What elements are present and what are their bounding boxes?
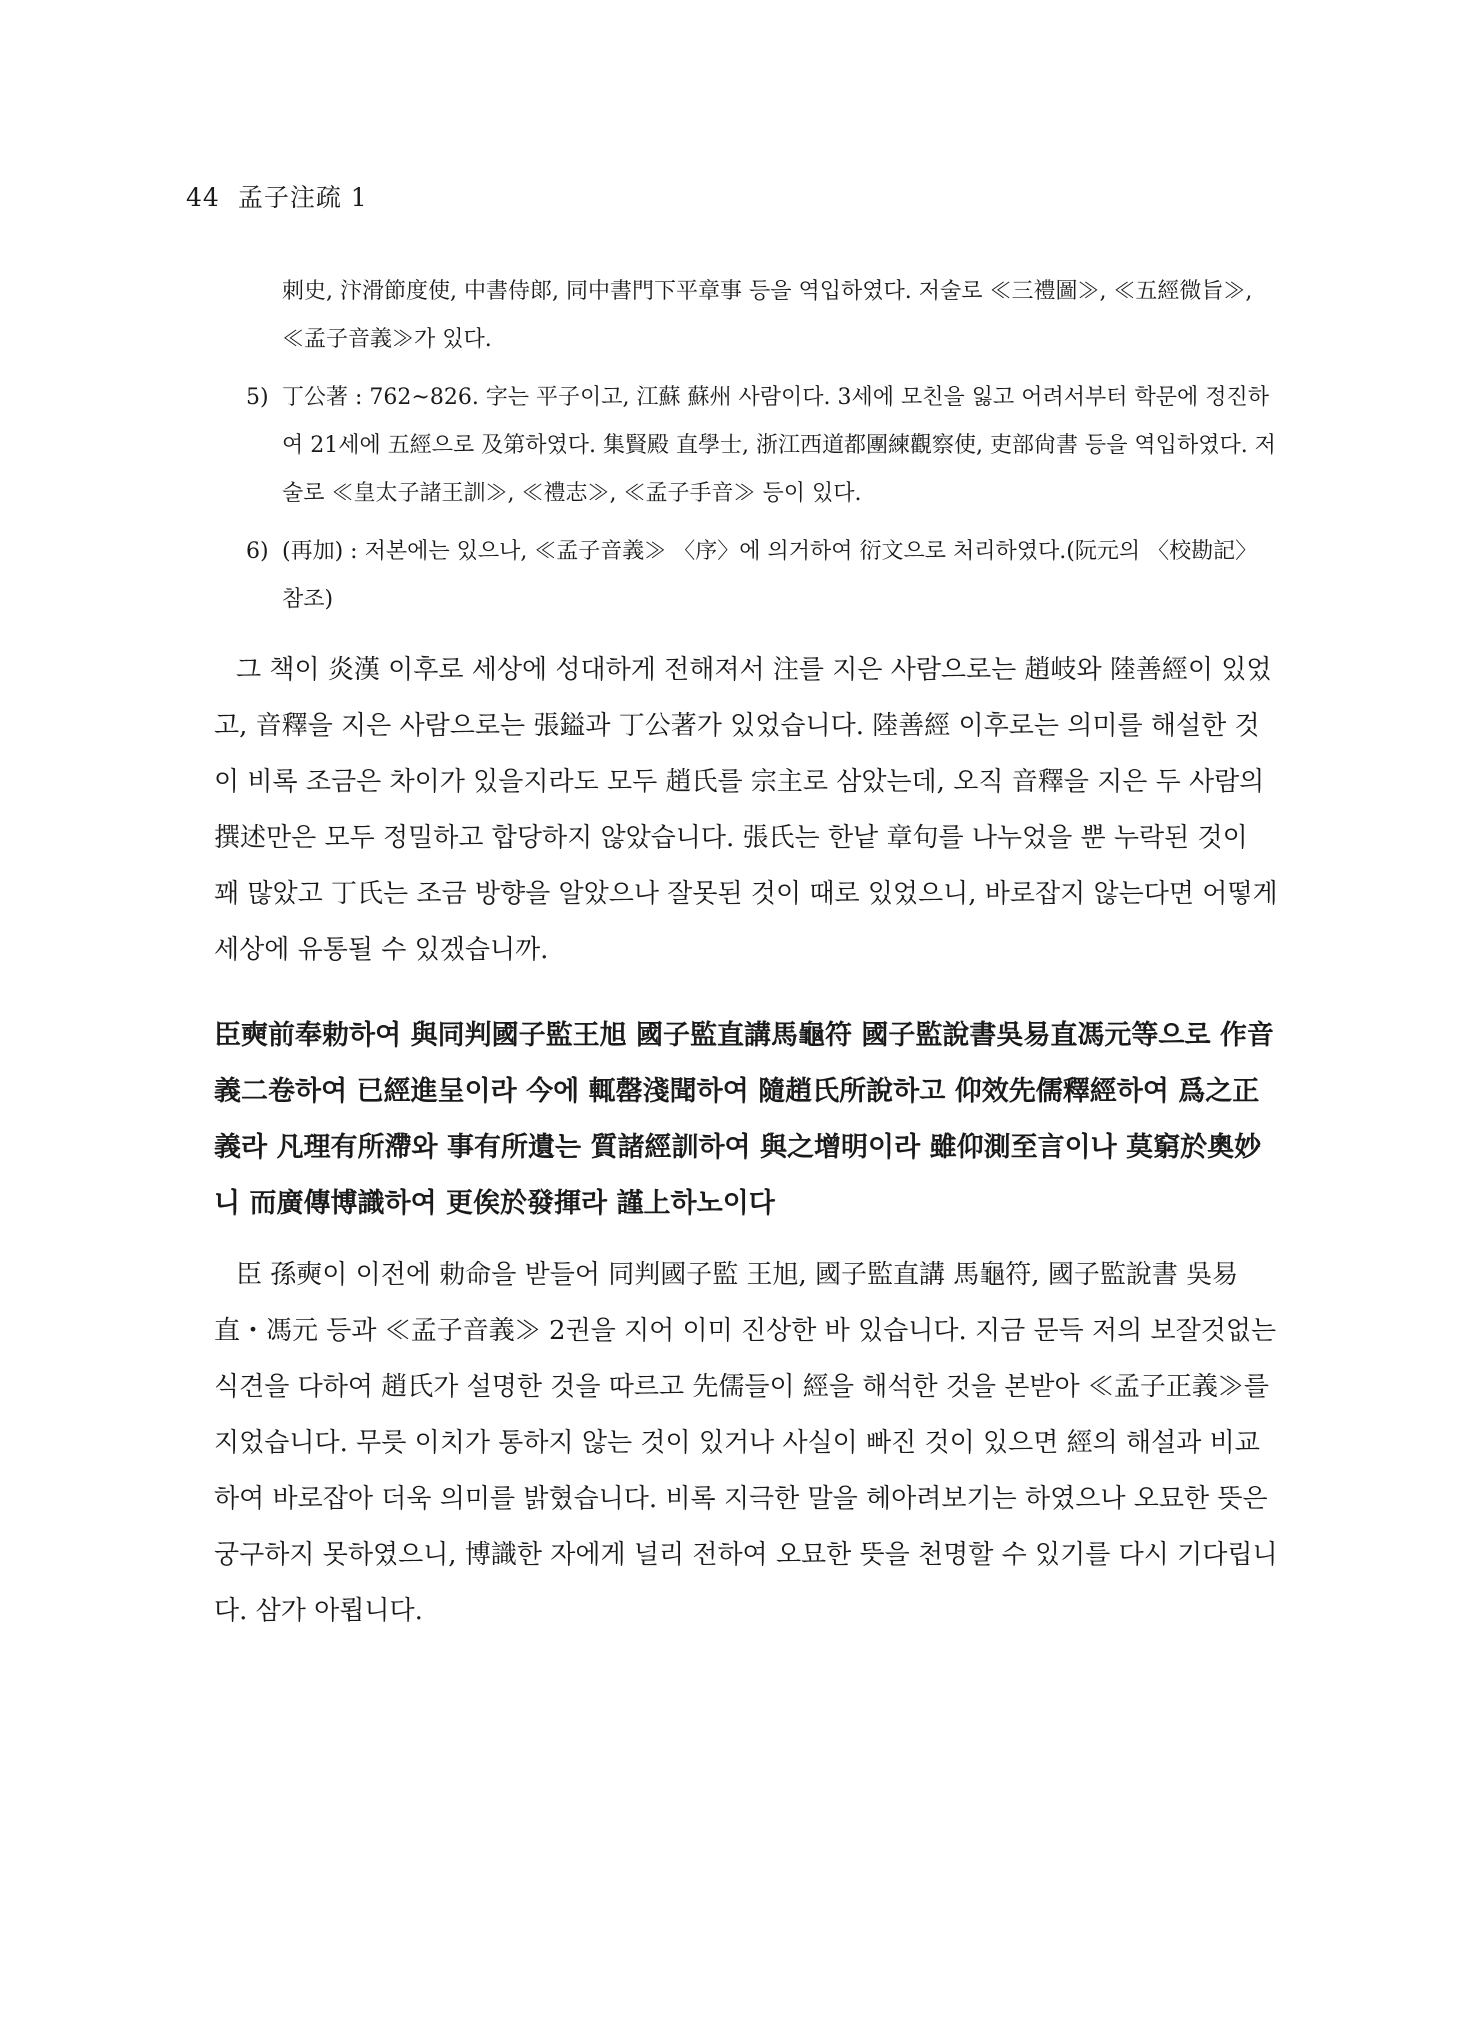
footnote-continuation: 刺史, 汴滑節度使, 中書侍郞, 同中書門下平章事 등을 역입하였다. 저술로 ≪三禮圖≫, ≪五經微旨≫, ≪孟子音義≫가 있다.	[282, 279, 1253, 352]
footnote-text: 丁公著 : 762~826. 字는 平子이고, 江蘇 蘇州 사람이다. 3세에 모친을 잃고 어려서부터 학문에 정진하여 21세에 五經으로 及第하였다. 集賢殿 直學士, 浙江西道都團練觀察使, 吏部尙書 등을 역입하였다. 저술로 ≪皇太子諸王訓≫, ≪禮志≫, ≪孟子手音≫ 등이 있다.	[282, 385, 1276, 506]
translation-paragraph-1: 그 책이 炎漢 이후로 세상에 성대하게 전해져서 注를 지은 사람으로는 趙岐와 陸善經이 있었고, 音釋을 지은 사람으로는 張鎰과 丁公著가 있었습니다. 陸善經 이후로는 의미를 해설한 것이 비록 조금은 차이가 있을지라도 모두 趙氏를 宗主로 삼았는데, 오직 音釋을 지은 두 사람의 撰述만은 모두 정밀하고 합당하지 않았습니다. 張氏는 한낱 章句를 나누었을 뿐 누락된 것이 꽤 많았고 丁氏는 조금 방향을 알았으나 잘못된 것이 때로 있었으니, 바로잡지 않는다면 어떻게 세상에 유통될 수 있겠습니까.	[214, 655, 1278, 965]
classical-text: 臣奭前奉勅하여 與同判國子監王旭 國子監直講馬龜符 國子監說書吳易直馮元等으로 作音義二卷하여 已經進呈이라 今에 輒罄淺聞하여 隨趙氏所說하고 仰效先儒釋經하여 爲之正義라 凡理有所滯와 事有所遺는 質諸經訓하여 與之增明이라 雖仰測至言이나 莫窮於奧妙니 而廣傳博識하여 更俟於發揮라 謹上하노이다	[214, 1020, 1274, 1219]
footnote-6	[246, 528, 1280, 624]
footnote-number: 5)	[246, 385, 269, 410]
footnote-number: 6)	[246, 539, 269, 564]
footnote-5	[246, 374, 1280, 518]
footnotes	[246, 268, 1280, 634]
book-title: 孟子注疏 1	[237, 183, 368, 212]
running-head	[186, 178, 368, 214]
translation-paragraph-2: 臣 孫奭이 이전에 勅命을 받들어 同判國子監 王旭, 國子監直講 馬龜符, 國子監說書 吳易直・馮元 등과 ≪孟子音義≫ 2권을 지어 이미 진상한 바 있습니다. 지금 문득 저의 보잘것없는 식견을 다하여 趙氏가 설명한 것을 따르고 先儒들이 經을 해석한 것을 본받아 ≪孟子正義≫를 지었습니다. 무릇 이치가 통하지 않는 것이 있거나 사실이 빠진 것이 있으면 經의 해설과 비교하여 바로잡아 더욱 의미를 밝혔습니다. 비록 지극한 말을 헤아려보기는 하였으나 오묘한 뜻은 궁구하지 못하였으니, 博識한 자에게 널리 전하여 오묘한 뜻을 천명할 수 있기를 다시 기다립니다. 삼가 아룁니다.	[214, 1260, 1278, 1626]
page-number: 44	[186, 183, 220, 212]
footnote-text: (再加) : 저본에는 있으나, ≪孟子音義≫ 〈序〉에 의거하여 衍文으로 처리하였다.(阮元의 〈校勘記〉 참조)	[282, 539, 1258, 612]
